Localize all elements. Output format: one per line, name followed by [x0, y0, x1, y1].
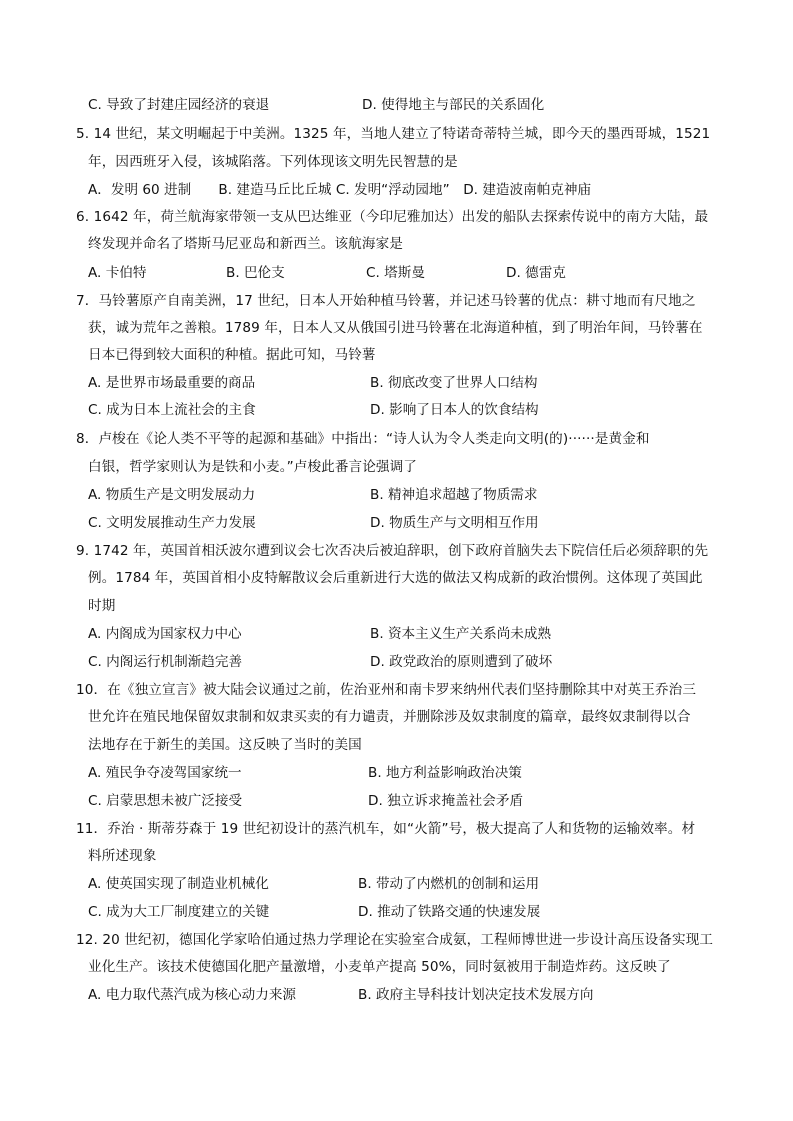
q6-option-a: A. 卡伯特	[88, 265, 147, 281]
q7-stem-line-3: 日本已得到较大面积的种植。据此可知，马铃薯	[88, 347, 376, 363]
q11-stem-line-1: 11．乔治 · 斯蒂芬森于 19 世纪初设计的蒸汽机车，如“火箭”号，极大提高了人和货物的运输效率。材	[76, 821, 696, 837]
q11-option-d: D. 推动了铁路交通的快速发展	[358, 904, 541, 920]
q9-option-c: C. 内阁运行机制渐趋完善	[88, 654, 243, 670]
q4-option-d: D. 使得地主与部民的关系固化	[362, 97, 545, 113]
q7-stem-line-1: 7．马铃薯原产自南美洲，17 世纪，日本人开始种植马铃薯，并记述马铃薯的优点：耕寸地而有尺地之	[76, 293, 696, 309]
q10-option-c: C. 启蒙思想未被广泛接受	[88, 793, 243, 809]
q8-option-d: D. 物质生产与文明相互作用	[370, 515, 539, 531]
q10-option-a: A. 殖民争夺凌驾国家统一	[88, 765, 242, 781]
q8-stem-line-1: 8．卢梭在《论人类不平等的起源和基础》中指出：“诗人认为令人类走向文明(的)······是黄金和	[76, 431, 650, 447]
q12-option-a: A. 电力取代蒸汽成为核心动力来源	[88, 987, 297, 1003]
q11-option-b: B. 带动了内燃机的创制和运用	[358, 876, 540, 892]
q8-option-c: C. 文明发展推动生产力发展	[88, 515, 256, 531]
q5-stem-line-1: 5. 14 世纪，某文明崛起于中美洲。1325 年，当地人建立了特诺奇蒂特兰城，即今天的墨西哥城，1521	[76, 126, 711, 142]
q6-stem-line-1: 6. 1642 年，荷兰航海家带领一支从巴达维亚（今印尼雅加达）出发的船队去探索传说中的南方大陆，最	[76, 209, 709, 225]
q7-option-c: C. 成为日本上流社会的主食	[88, 402, 256, 418]
q10-stem-line-1: 10．在《独立宣言》被大陆会议通过之前，佐治亚州和南卡罗来纳州代表们坚持删除其中对英王乔治三	[76, 682, 697, 698]
q10-option-b: B. 地方利益影响政治决策	[368, 765, 522, 781]
q9-option-b: B. 资本主义生产关系尚未成熟	[370, 626, 552, 642]
q10-option-d: D. 独立诉求掩盖社会矛盾	[368, 793, 524, 809]
q9-stem-line-3: 时期	[88, 598, 116, 614]
q8-stem-line-2: 白银，哲学家则认为是铁和小麦。”卢梭此番言论强调了	[88, 459, 417, 475]
q8-option-a: A. 物质生产是文明发展动力	[88, 487, 256, 503]
q12-option-b: B. 政府主导科技计划决定技术发展方向	[358, 987, 594, 1003]
q7-option-a: A. 是世界市场最重要的商品	[88, 375, 256, 391]
q11-option-a: A. 使英国实现了制造业机械化	[88, 876, 269, 892]
q7-option-b: B. 彻底改变了世界人口结构	[370, 375, 538, 391]
q4-option-c: C. 导致了封建庄园经济的衰退	[88, 97, 270, 113]
q6-option-b: B. 巴伦支	[226, 265, 285, 281]
q11-option-c: C. 成为大工厂制度建立的关键	[88, 904, 270, 920]
q9-option-a: A. 内阁成为国家权力中心	[88, 626, 242, 642]
q9-stem-line-1: 9. 1742 年，英国首相沃波尔遭到议会七次否决后被迫辞职，创下政府首脑失去下院信任后必须辞职的先	[76, 543, 709, 559]
q10-stem-line-3: 法地存在于新生的美国。这反映了当时的美国	[88, 737, 362, 753]
q6-option-c: C. 塔斯曼	[366, 265, 425, 281]
q11-stem-line-2: 料所述现象	[88, 848, 157, 864]
q9-stem-line-2: 例。1784 年，英国首相小皮特解散议会后重新进行大选的做法又构成新的政治惯例。这体现了英国此	[88, 570, 703, 586]
q10-stem-line-2: 世允许在殖民地保留奴隶制和奴隶买卖的有力谴责，并删除涉及奴隶制度的篇章，最终奴隶制得以合	[88, 709, 691, 725]
q8-option-b: B. 精神追求超越了物质需求	[370, 487, 538, 503]
q5-options: A．发明 60 进制 B. 建造马丘比丘城 C. 发明“浮动园地” D. 建造波南帕克神庙	[88, 182, 592, 198]
q6-option-d: D. 德雷克	[506, 265, 566, 281]
q9-option-d: D. 政党政治的原则遭到了破坏	[370, 654, 553, 670]
q7-stem-line-2: 获，诚为荒年之善粮。1789 年，日本人又从俄国引进马铃薯在北海道种植，到了明治年间，马铃薯在	[88, 320, 703, 336]
q7-option-d: D. 影响了日本人的饮食结构	[370, 402, 539, 418]
q5-stem-line-2: 年，因西班牙入侵，该城陷落。下列体现该文明先民智慧的是	[88, 154, 458, 170]
q12-stem-line-2: 业化生产。该技术使德国化肥产量激增，小麦单产提高 50%，同时氨被用于制造炸药。这反映了	[88, 959, 671, 975]
q12-stem-line-1: 12. 20 世纪初，德国化学家哈伯通过热力学理论在实验室合成氨，工程师博世进一步设计高压设备实现工	[76, 932, 714, 948]
q6-stem-line-2: 终发现并命名了塔斯马尼亚岛和新西兰。该航海家是	[88, 236, 403, 252]
